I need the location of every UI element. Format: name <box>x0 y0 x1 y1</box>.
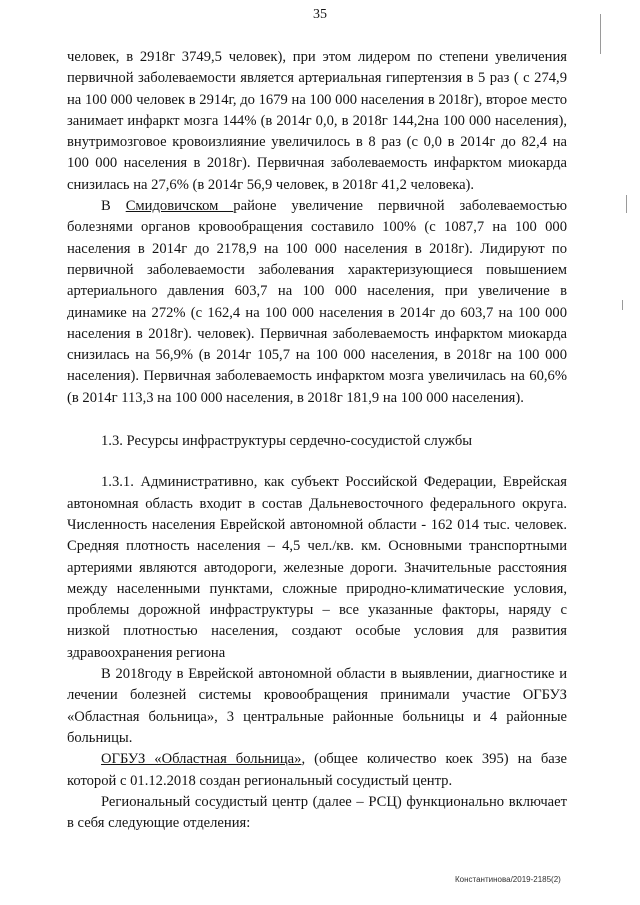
document-body <box>67 47 567 834</box>
paragraph-text: , (общее количество коек 395) на базе которой с 01.12.2018 создан региональный сосудистый центр. <box>67 751 568 789</box>
paragraph-hospitals: В 2018году в Еврейской автономной области в выявлении, диагностике и лечении болезней системы кровообращения принимали участие ОГБУЗ «Областная больница», 3 центральные районные больницы и 4 районные больницы. <box>67 666 567 746</box>
paragraph-regional-hospital <box>67 749 567 792</box>
paragraph-gch-stats: человек, в 2918г 3749,5 человек), при этом лидером по степени увеличения первичной заболеваемости является артериальная гипертензия в 5 раз ( с 274,9 на 100 000 человек в 2914г, до 1679 на 100 000 населения в 2018г), второе место занимает инфаркт мозга 144% (в 2014г 0,0, в 2018г 144,2на 100 000 населения), внутримозговое кровоизлияние увеличилось в 8 раз (с 0,0 в 2014г до 82,4 на 100 000 населения в 2018г). Первичная заболеваемость инфарктом миокарда снизилась на 27,6% (в 2014г 56,9 человек, в 2018г 41,2 человека). <box>67 49 567 193</box>
paragraph-smidovich <box>67 196 567 409</box>
paragraph-text: районе увеличение первичной заболеваемостью болезнями органов кровообращения составило 100% (с 1087,7 на 100 000 населения в 2014г до 2178,9 на 100 000 населения в 2018г). Лидируют по первичной заболеваемости заболевания характеризующиеся повышением артериального давления 603,7 на 100 000 населения, при увеличение в динамике на 272% (с 162,4 на 100 000 населения в 2014г до 603,7 на 100 000 населения в 2018г). человек). Первичная заболеваемость инфарктом миокарда снизилась на 56,9% (в 2014г 105,7 на 100 000 населения, в 2018г на 100 000 населения). Первичная заболеваемость инфарктом мозга увеличилась на 60,6% (в 2014г 113,3 на 100 000 населения, в 2018г 181,9 на 100 000 населения). <box>67 198 567 406</box>
scan-mark <box>600 14 601 54</box>
scan-mark <box>626 195 627 213</box>
hospital-name-link: ОГБУЗ «Областная больница» <box>101 751 302 768</box>
scan-mark <box>622 300 623 310</box>
section-heading: 1.3. Ресурсы инфраструктуры сердечно-сосудистой службы <box>101 433 473 450</box>
paragraph-rsc: Региональный сосудистый центр (далее – РСЦ) функционально включает в себя следующие отделения: <box>67 793 567 832</box>
document-footer-code: Константинова/2019-2185(2) <box>455 875 561 884</box>
district-name-link: Смидовичском <box>125 198 234 215</box>
paragraph-text: В <box>101 198 126 215</box>
page-number: 35 <box>313 7 327 22</box>
paragraph-administrative: 1.3.1. Административно, как субъект Российской Федерации, Еврейская автономная область входит в состав Дальневосточного федерального округа. Численность населения Еврейской автономной области - 162 014 тыс. человек. Средняя плотность населения – 4,5 чел./кв. км. Основными транспортными артериями являются автодороги, железные дороги. Значительные расстояния между населенными пунктами, сложные природно-климатические условия, проблемы дорожной инфраструктуры – все указанные факторы, наряду с низкой плотностью населения, создают особые условия для развития здравоохранения региона <box>67 474 567 661</box>
